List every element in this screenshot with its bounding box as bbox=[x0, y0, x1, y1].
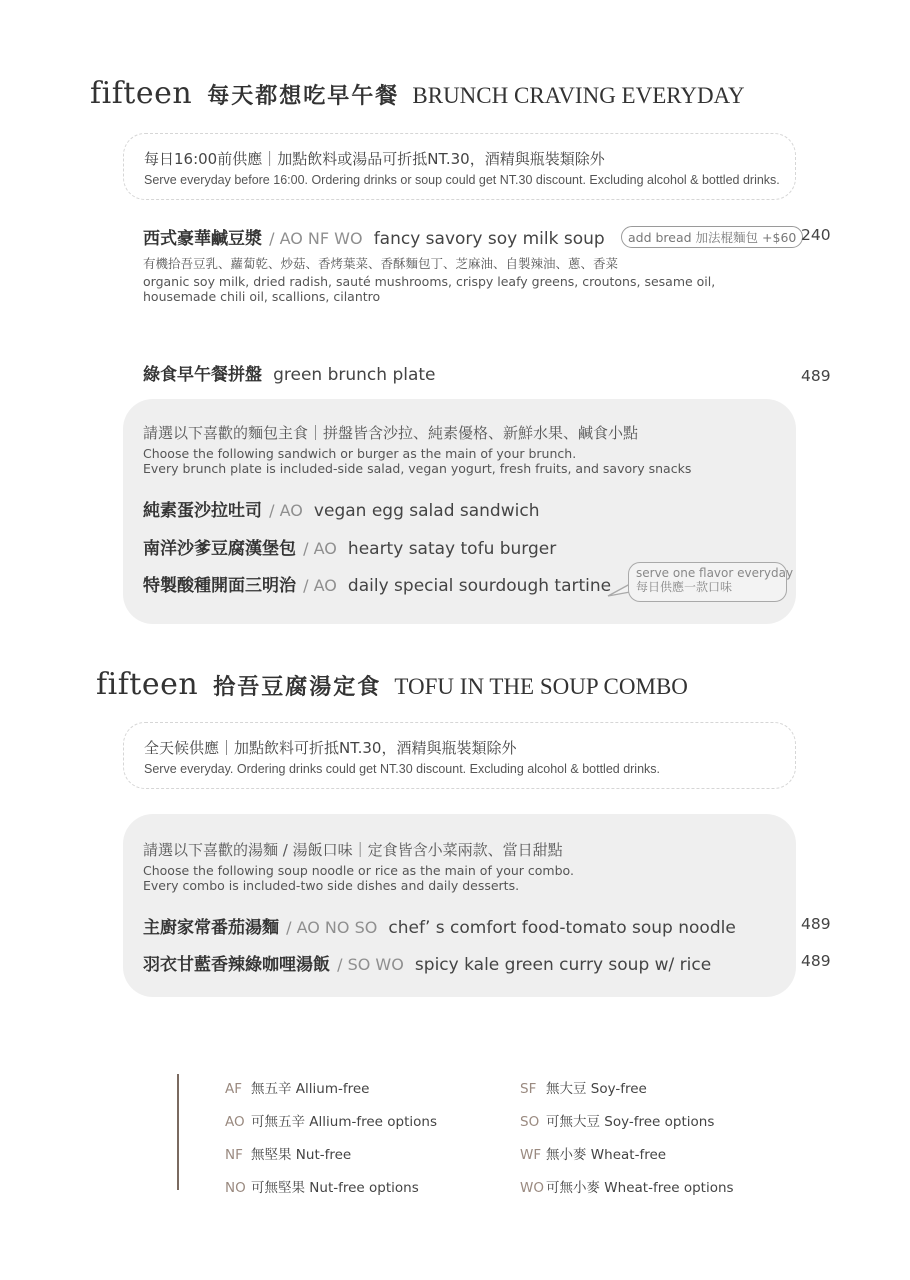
legend-code: AF bbox=[225, 1081, 243, 1097]
notice-zh: 全天候供應｜加點飲料可折抵NT.30，酒精與瓶裝類除外 bbox=[144, 739, 517, 757]
legend-entry bbox=[520, 1143, 666, 1163]
tofu-intro-zh: 請選以下喜歡的湯麵 / 湯飯口味｜定食皆含小菜兩款、當日甜點 bbox=[143, 841, 563, 859]
option-tags: / AO bbox=[269, 501, 303, 520]
bubble-zh: 每日供應一款口味 bbox=[636, 580, 733, 594]
legend-code: WO bbox=[520, 1180, 544, 1196]
item-price: 489 bbox=[801, 915, 831, 933]
legend-entry bbox=[520, 1110, 714, 1130]
brand-logo: fifteen bbox=[90, 76, 193, 111]
notice-en: Serve everyday before 16:00. Ordering drinks or soup could get NT.30 discount. Excluding alcohol & bottled drinks. bbox=[144, 173, 780, 187]
brand-logo: fifteen bbox=[96, 667, 199, 702]
menu-item-tomato-noodle bbox=[143, 913, 736, 938]
legend-text: 可無小麥 Wheat-free options bbox=[546, 1180, 734, 1196]
plate-option bbox=[143, 496, 539, 521]
legend-code: NO bbox=[225, 1180, 246, 1196]
option-name-en: daily special sourdough tartine bbox=[347, 576, 612, 596]
item-name-zh: 西式豪華鹹豆漿 bbox=[143, 229, 262, 249]
bubble-en: serve one flavor everyday bbox=[636, 566, 794, 580]
legend-entry bbox=[225, 1110, 437, 1130]
menu-item-curry-rice bbox=[143, 950, 711, 975]
legend-code: NF bbox=[225, 1147, 243, 1163]
legend-divider bbox=[177, 1074, 179, 1190]
brunch-notice bbox=[123, 133, 796, 200]
add-bread-badge: add bread 加法棍麵包 +$60 bbox=[621, 226, 803, 248]
option-name-zh: 特製酸種開面三明治 bbox=[143, 576, 296, 596]
notice-en: Serve everyday. Ordering drinks could get NT.30 discount. Excluding alcohol & bottled drinks. bbox=[144, 762, 661, 776]
daily-flavor-bubble bbox=[628, 562, 794, 602]
item-price: 240 bbox=[801, 226, 831, 244]
notice-zh: 每日16:00前供應｜加點飲料或湯品可折抵NT.30，酒精與瓶裝類除外 bbox=[144, 150, 605, 168]
legend-text: 無堅果 Nut-free bbox=[251, 1147, 352, 1163]
item-desc-en-2: housemade chili oil, scallions, cilantro bbox=[143, 289, 381, 304]
legend-entry bbox=[225, 1077, 369, 1097]
tofu-intro-en-2: Every combo is included-two side dishes and daily desserts. bbox=[143, 878, 520, 893]
legend-code: AO bbox=[225, 1114, 245, 1130]
item-price: 489 bbox=[801, 952, 831, 970]
legend-text: 可無五辛 Allium-free options bbox=[251, 1114, 437, 1130]
plate-option bbox=[143, 571, 611, 596]
section-title-en: BRUNCH CRAVING EVERYDAY bbox=[412, 83, 745, 108]
plate-option bbox=[143, 534, 556, 559]
legend-code: SO bbox=[520, 1114, 540, 1130]
section-title-en: TOFU IN THE SOUP COMBO bbox=[394, 674, 688, 699]
plate-intro-zh: 請選以下喜歡的麵包主食｜拼盤皆含沙拉、純素優格、新鮮水果、鹹食小點 bbox=[143, 424, 639, 442]
legend-entry bbox=[225, 1176, 419, 1196]
section-title-zh: 每天都想吃早午餐 bbox=[207, 84, 400, 109]
item-name-zh: 主廚家常番茄湯麵 bbox=[143, 918, 279, 938]
item-desc-zh: 有機拾吾豆乳、蘿蔔乾、炒菇、香烤葉菜、香酥麵包丁、芝麻油、自製辣油、蔥、香菜 bbox=[143, 256, 619, 271]
option-name-en: vegan egg salad sandwich bbox=[313, 501, 540, 521]
section-title-zh: 拾吾豆腐湯定食 bbox=[213, 675, 382, 700]
item-name-zh: 綠食早午餐拼盤 bbox=[143, 365, 262, 385]
item-tags: / AO NO SO bbox=[286, 918, 378, 937]
brunch-section-header bbox=[90, 76, 745, 111]
item-name-en: green brunch plate bbox=[273, 365, 436, 385]
item-name-en: spicy kale green curry soup w/ rice bbox=[414, 955, 712, 975]
option-name-zh: 純素蛋沙拉吐司 bbox=[143, 501, 262, 521]
item-tags: / SO WO bbox=[337, 955, 404, 974]
option-name-en: hearty satay tofu burger bbox=[347, 539, 557, 559]
tofu-notice bbox=[123, 722, 796, 789]
menu-item-soy-milk bbox=[143, 224, 605, 249]
legend-text: 可無大豆 Soy-free options bbox=[546, 1114, 715, 1130]
legend-text: 無小麥 Wheat-free bbox=[546, 1147, 667, 1163]
item-name-en: chef’ s comfort food-tomato soup noodle bbox=[388, 918, 736, 938]
legend-entry bbox=[520, 1176, 734, 1196]
option-tags: / AO bbox=[303, 576, 337, 595]
item-price: 489 bbox=[801, 367, 831, 385]
legend-entry bbox=[225, 1143, 351, 1163]
tofu-intro-en-1: Choose the following soup noodle or rice as the main of your combo. bbox=[143, 863, 574, 878]
legend-entry bbox=[520, 1077, 647, 1097]
legend-text: 可無堅果 Nut-free options bbox=[251, 1180, 419, 1196]
tofu-section-header bbox=[96, 667, 688, 702]
menu-item-brunch-plate bbox=[143, 360, 436, 385]
plate-intro-en-2: Every brunch plate is included-side salad, vegan yogurt, fresh fruits, and savory snacks bbox=[143, 461, 692, 476]
item-name-zh: 羽衣甘藍香辣綠咖哩湯飯 bbox=[143, 955, 330, 975]
option-name-zh: 南洋沙爹豆腐漢堡包 bbox=[143, 539, 296, 559]
item-name-en: fancy savory soy milk soup bbox=[373, 229, 605, 249]
legend-text: 無大豆 Soy-free bbox=[546, 1081, 647, 1097]
option-tags: / AO bbox=[303, 539, 337, 558]
legend-code: WF bbox=[520, 1147, 542, 1163]
item-desc-en-1: organic soy milk, dried radish, sauté mushrooms, crispy leafy greens, croutons, sesame oil, bbox=[143, 274, 716, 289]
plate-intro-en-1: Choose the following sandwich or burger as the main of your brunch. bbox=[143, 446, 577, 461]
item-tags: / AO NF WO bbox=[269, 229, 363, 248]
legend-code: SF bbox=[520, 1081, 537, 1097]
legend-text: 無五辛 Allium-free bbox=[251, 1081, 370, 1097]
